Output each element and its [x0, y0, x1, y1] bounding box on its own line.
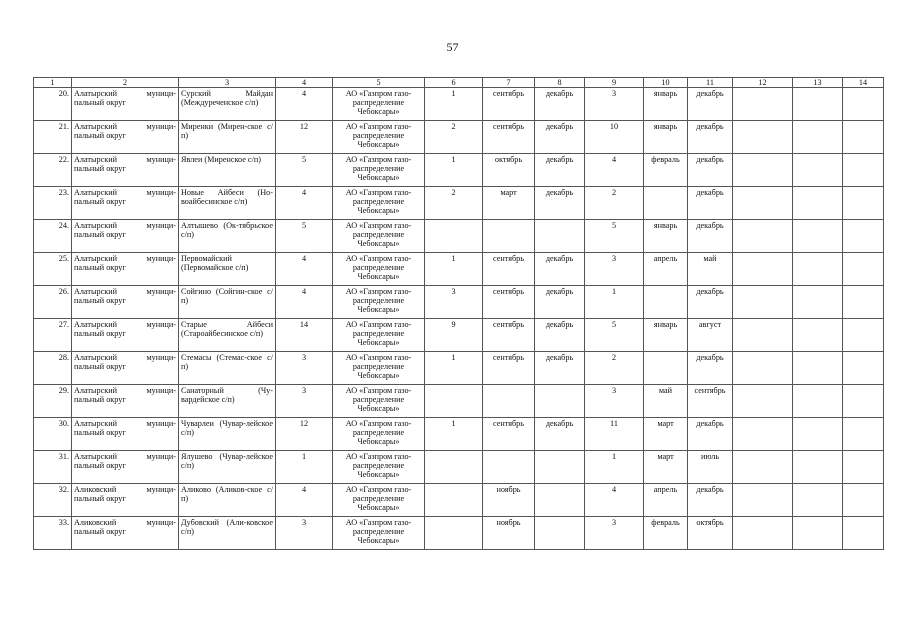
cell-14: [843, 517, 884, 550]
month-cell-8: декабрь: [535, 286, 585, 319]
cell-12: [733, 88, 793, 121]
month-cell-10: январь: [644, 220, 688, 253]
organization-cell: АО «Газпром газо-распределение Чебоксары»: [333, 352, 425, 385]
month-cell-11: декабрь: [688, 484, 733, 517]
column-number-5: 5: [333, 78, 425, 88]
row-number: 31.: [34, 451, 72, 484]
month-cell-10: май: [644, 385, 688, 418]
column-number-8: 8: [535, 78, 585, 88]
cell-14: [843, 484, 884, 517]
month-cell-11: декабрь: [688, 352, 733, 385]
column-number-2: 2: [72, 78, 179, 88]
value-cell-6: [425, 484, 483, 517]
district-cell: Алатырский муници-пальный округ: [72, 418, 179, 451]
month-cell-11: декабрь: [688, 220, 733, 253]
cell-12: [733, 484, 793, 517]
cell-13: [793, 451, 843, 484]
month-cell-7: сентябрь: [483, 88, 535, 121]
month-cell-7: сентябрь: [483, 121, 535, 154]
cell-13: [793, 319, 843, 352]
cell-14: [843, 154, 884, 187]
district-cell: Алатырский муници-пальный округ: [72, 220, 179, 253]
value-cell-9: 3: [585, 88, 644, 121]
month-cell-8: [535, 451, 585, 484]
column-number-6: 6: [425, 78, 483, 88]
month-cell-10: [644, 187, 688, 220]
column-number-4: 4: [276, 78, 333, 88]
month-cell-10: январь: [644, 88, 688, 121]
month-cell-11: октябрь: [688, 517, 733, 550]
column-number-1: 1: [34, 78, 72, 88]
row-number: 21.: [34, 121, 72, 154]
month-cell-8: [535, 484, 585, 517]
cell-14: [843, 352, 884, 385]
district-cell: Аликовский муници-пальный округ: [72, 484, 179, 517]
column-number-row: [34, 78, 884, 88]
row-number: 24.: [34, 220, 72, 253]
table-row: [34, 484, 884, 517]
row-number: 29.: [34, 385, 72, 418]
count-cell: 3: [276, 517, 333, 550]
organization-cell: АО «Газпром газо-распределение Чебоксары»: [333, 451, 425, 484]
column-number-3: 3: [179, 78, 276, 88]
cell-13: [793, 286, 843, 319]
settlement-cell: Сойгино (Сойгин-ское с/п): [179, 286, 276, 319]
value-cell-9: 5: [585, 220, 644, 253]
count-cell: 5: [276, 154, 333, 187]
cell-13: [793, 220, 843, 253]
month-cell-11: декабрь: [688, 121, 733, 154]
value-cell-6: 1: [425, 418, 483, 451]
settlement-cell: Сурский Майдан (Междуреченское с/п): [179, 88, 276, 121]
table-row: [34, 121, 884, 154]
count-cell: 4: [276, 187, 333, 220]
cell-14: [843, 418, 884, 451]
cell-13: [793, 154, 843, 187]
organization-cell: АО «Газпром газо-распределение Чебоксары»: [333, 286, 425, 319]
settlement-cell: Новые Айбеси (Но-воайбесинское с/п): [179, 187, 276, 220]
cell-14: [843, 385, 884, 418]
settlement-cell: Санаторный (Чу-вардейское с/п): [179, 385, 276, 418]
month-cell-8: декабрь: [535, 253, 585, 286]
table-row: [34, 385, 884, 418]
table-row: [34, 187, 884, 220]
table-row: [34, 352, 884, 385]
cell-13: [793, 121, 843, 154]
organization-cell: АО «Газпром газо-распределение Чебоксары»: [333, 253, 425, 286]
row-number: 22.: [34, 154, 72, 187]
column-number-9: 9: [585, 78, 644, 88]
district-cell: Алатырский муници-пальный округ: [72, 319, 179, 352]
month-cell-7: ноябрь: [483, 484, 535, 517]
cell-13: [793, 517, 843, 550]
page-number: 57: [446, 40, 459, 54]
cell-14: [843, 451, 884, 484]
month-cell-10: февраль: [644, 517, 688, 550]
count-cell: 5: [276, 220, 333, 253]
count-cell: 4: [276, 286, 333, 319]
row-number: 27.: [34, 319, 72, 352]
month-cell-11: декабрь: [688, 286, 733, 319]
cell-13: [793, 352, 843, 385]
month-cell-11: декабрь: [688, 88, 733, 121]
count-cell: 1: [276, 451, 333, 484]
cell-12: [733, 220, 793, 253]
month-cell-7: [483, 385, 535, 418]
month-cell-10: январь: [644, 319, 688, 352]
value-cell-6: 2: [425, 121, 483, 154]
month-cell-7: [483, 451, 535, 484]
table-row: [34, 418, 884, 451]
count-cell: 4: [276, 484, 333, 517]
settlement-cell: Явлеи (Миренское с/п): [179, 154, 276, 187]
value-cell-9: 10: [585, 121, 644, 154]
value-cell-6: 3: [425, 286, 483, 319]
organization-cell: АО «Газпром газо-распределение Чебоксары»: [333, 121, 425, 154]
count-cell: 3: [276, 385, 333, 418]
value-cell-6: 1: [425, 253, 483, 286]
organization-cell: АО «Газпром газо-распределение Чебоксары»: [333, 517, 425, 550]
count-cell: 12: [276, 418, 333, 451]
value-cell-9: 1: [585, 286, 644, 319]
month-cell-10: апрель: [644, 253, 688, 286]
value-cell-9: 4: [585, 154, 644, 187]
month-cell-7: октябрь: [483, 154, 535, 187]
month-cell-8: [535, 220, 585, 253]
gasification-schedule-table: [33, 77, 884, 550]
cell-12: [733, 418, 793, 451]
value-cell-6: 1: [425, 88, 483, 121]
month-cell-8: декабрь: [535, 121, 585, 154]
table-row: [34, 253, 884, 286]
value-cell-9: 3: [585, 385, 644, 418]
cell-13: [793, 88, 843, 121]
month-cell-7: сентябрь: [483, 352, 535, 385]
cell-14: [843, 88, 884, 121]
settlement-cell: Стемасы (Стемас-ское с/п): [179, 352, 276, 385]
district-cell: Алатырский муници-пальный округ: [72, 352, 179, 385]
column-number-10: 10: [644, 78, 688, 88]
cell-13: [793, 187, 843, 220]
month-cell-8: декабрь: [535, 154, 585, 187]
month-cell-7: март: [483, 187, 535, 220]
row-number: 30.: [34, 418, 72, 451]
row-number: 28.: [34, 352, 72, 385]
cell-12: [733, 121, 793, 154]
value-cell-6: 9: [425, 319, 483, 352]
district-cell: Алатырский муници-пальный округ: [72, 121, 179, 154]
cell-13: [793, 484, 843, 517]
value-cell-6: [425, 451, 483, 484]
value-cell-6: 2: [425, 187, 483, 220]
settlement-cell: Дубовский (Али-ковское с/п): [179, 517, 276, 550]
table-row: [34, 88, 884, 121]
value-cell-9: 3: [585, 253, 644, 286]
cell-14: [843, 187, 884, 220]
month-cell-8: декабрь: [535, 418, 585, 451]
cell-13: [793, 253, 843, 286]
cell-13: [793, 385, 843, 418]
settlement-cell: Алтышево (Ок-тябрьское с/п): [179, 220, 276, 253]
column-number-14: 14: [843, 78, 884, 88]
cell-12: [733, 451, 793, 484]
month-cell-10: март: [644, 451, 688, 484]
organization-cell: АО «Газпром газо-распределение Чебоксары»: [333, 88, 425, 121]
cell-14: [843, 286, 884, 319]
month-cell-7: ноябрь: [483, 517, 535, 550]
month-cell-10: [644, 352, 688, 385]
organization-cell: АО «Газпром газо-распределение Чебоксары»: [333, 187, 425, 220]
settlement-cell: Аликово (Аликов-ское с/п): [179, 484, 276, 517]
value-cell-6: 1: [425, 154, 483, 187]
value-cell-9: 2: [585, 187, 644, 220]
month-cell-11: август: [688, 319, 733, 352]
month-cell-8: декабрь: [535, 187, 585, 220]
count-cell: 4: [276, 88, 333, 121]
organization-cell: АО «Газпром газо-распределение Чебоксары»: [333, 484, 425, 517]
organization-cell: АО «Газпром газо-распределение Чебоксары»: [333, 319, 425, 352]
count-cell: 4: [276, 253, 333, 286]
value-cell-9: 4: [585, 484, 644, 517]
district-cell: Алатырский муници-пальный округ: [72, 154, 179, 187]
cell-14: [843, 121, 884, 154]
month-cell-10: январь: [644, 121, 688, 154]
value-cell-6: [425, 220, 483, 253]
table-row: [34, 286, 884, 319]
value-cell-9: 5: [585, 319, 644, 352]
month-cell-8: декабрь: [535, 88, 585, 121]
month-cell-7: сентябрь: [483, 418, 535, 451]
cell-12: [733, 286, 793, 319]
row-number: 23.: [34, 187, 72, 220]
month-cell-7: сентябрь: [483, 319, 535, 352]
row-number: 25.: [34, 253, 72, 286]
table-row: [34, 451, 884, 484]
column-number-12: 12: [733, 78, 793, 88]
month-cell-10: [644, 286, 688, 319]
row-number: 26.: [34, 286, 72, 319]
settlement-cell: Старые Айбеси (Староайбесинское с/п): [179, 319, 276, 352]
value-cell-6: 1: [425, 352, 483, 385]
district-cell: Алатырский муници-пальный округ: [72, 253, 179, 286]
month-cell-10: март: [644, 418, 688, 451]
row-number: 33.: [34, 517, 72, 550]
month-cell-8: декабрь: [535, 352, 585, 385]
district-cell: Алатырский муници-пальный округ: [72, 286, 179, 319]
month-cell-11: май: [688, 253, 733, 286]
cell-12: [733, 253, 793, 286]
month-cell-7: [483, 220, 535, 253]
month-cell-11: июль: [688, 451, 733, 484]
district-cell: Аликовский муници-пальный округ: [72, 517, 179, 550]
month-cell-11: декабрь: [688, 187, 733, 220]
row-number: 32.: [34, 484, 72, 517]
cell-14: [843, 319, 884, 352]
month-cell-10: февраль: [644, 154, 688, 187]
column-number-13: 13: [793, 78, 843, 88]
value-cell-6: [425, 385, 483, 418]
cell-12: [733, 319, 793, 352]
organization-cell: АО «Газпром газо-распределение Чебоксары»: [333, 220, 425, 253]
value-cell-9: 2: [585, 352, 644, 385]
month-cell-11: декабрь: [688, 418, 733, 451]
table-row: [34, 220, 884, 253]
cell-12: [733, 385, 793, 418]
district-cell: Алатырский муници-пальный округ: [72, 385, 179, 418]
month-cell-7: сентябрь: [483, 253, 535, 286]
settlement-cell: Миренки (Мирен-ское с/п): [179, 121, 276, 154]
month-cell-8: [535, 385, 585, 418]
cell-12: [733, 352, 793, 385]
column-number-7: 7: [483, 78, 535, 88]
organization-cell: АО «Газпром газо-распределение Чебоксары»: [333, 154, 425, 187]
district-cell: Алатырский муници-пальный округ: [72, 187, 179, 220]
value-cell-9: 1: [585, 451, 644, 484]
count-cell: 3: [276, 352, 333, 385]
settlement-cell: Ялушево (Чувар-лейское с/п): [179, 451, 276, 484]
district-cell: Алатырский муници-пальный округ: [72, 451, 179, 484]
table-row: [34, 154, 884, 187]
cell-13: [793, 418, 843, 451]
count-cell: 12: [276, 121, 333, 154]
month-cell-10: апрель: [644, 484, 688, 517]
month-cell-11: декабрь: [688, 154, 733, 187]
table-row: [34, 517, 884, 550]
value-cell-6: [425, 517, 483, 550]
settlement-cell: Первомайский (Первомайское с/п): [179, 253, 276, 286]
month-cell-7: сентябрь: [483, 286, 535, 319]
month-cell-8: декабрь: [535, 319, 585, 352]
cell-14: [843, 220, 884, 253]
value-cell-9: 11: [585, 418, 644, 451]
organization-cell: АО «Газпром газо-распределение Чебоксары»: [333, 418, 425, 451]
month-cell-11: сентябрь: [688, 385, 733, 418]
month-cell-8: [535, 517, 585, 550]
value-cell-9: 3: [585, 517, 644, 550]
column-number-11: 11: [688, 78, 733, 88]
settlement-cell: Чуварлеи (Чувар-лейское с/п): [179, 418, 276, 451]
row-number: 20.: [34, 88, 72, 121]
count-cell: 14: [276, 319, 333, 352]
district-cell: Алатырский муници-пальный округ: [72, 88, 179, 121]
cell-14: [843, 253, 884, 286]
organization-cell: АО «Газпром газо-распределение Чебоксары»: [333, 385, 425, 418]
cell-12: [733, 187, 793, 220]
cell-12: [733, 517, 793, 550]
table-row: [34, 319, 884, 352]
cell-12: [733, 154, 793, 187]
